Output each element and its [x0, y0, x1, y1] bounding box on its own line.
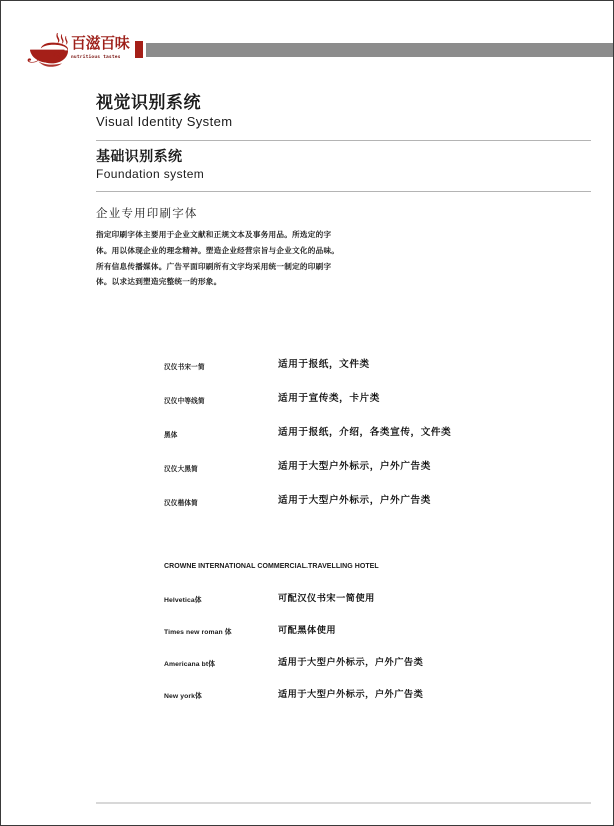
font-spec-row [164, 395, 594, 429]
chinese-font-spec-table [164, 361, 594, 531]
font-usage: 适用于宣传类，卡片类 [278, 393, 380, 404]
font-name: 汉仪大黑简 [164, 465, 198, 473]
font-name: Helvetica体 [164, 597, 202, 604]
font-name: 汉仪书宋一简 [164, 363, 205, 371]
body-line: 体。用以体现企业的理念精神。塑造企业经营宗旨与企业文化的品味。 [96, 245, 340, 255]
brand-logo [27, 29, 145, 75]
page-header [1, 1, 614, 87]
font-usage: 可配黑体使用 [278, 625, 337, 636]
page-title [96, 93, 591, 130]
font-spec-row [164, 463, 594, 497]
font-name: Americana bt体 [164, 661, 216, 668]
font-usage: 适用于报纸，文件类 [278, 359, 370, 370]
font-usage: 适用于大型户外标示，户外广告类 [278, 495, 431, 506]
font-usage: 适用于大型户外标示，户外广告类 [278, 461, 431, 472]
section-subtitle [96, 149, 591, 182]
font-spec-row [164, 497, 594, 531]
font-name: 汉仪楷体简 [164, 499, 198, 507]
font-name: Times new roman 体 [164, 629, 232, 636]
brand-name-en: nutritious tastes [71, 55, 121, 60]
font-spec-row [164, 659, 594, 691]
font-spec-row [164, 595, 594, 627]
font-spec-row [164, 429, 594, 463]
body-line: 指定印刷字体主要用于企业文献和正规文本及事务用品。所选定的字 [96, 230, 332, 239]
divider-bottom [96, 802, 591, 804]
font-usage: 适用于大型户外标示，户外广告类 [278, 657, 424, 668]
brand-name-cn: 百滋百味 [71, 34, 130, 52]
header-accent-square [135, 41, 143, 58]
page-title-en: Visual Identity System [96, 114, 233, 129]
header-gray-bar [146, 43, 614, 57]
body-paragraph [96, 227, 388, 290]
section-subtitle-en: Foundation system [96, 167, 205, 181]
font-spec-row [164, 361, 594, 395]
font-name: New york体 [164, 693, 202, 700]
section-subtitle-cn: 基础识别系统 [96, 149, 183, 165]
page-title-cn: 视觉识别系统 [96, 93, 201, 113]
body-line: 体。以求达到塑造完整统一的形象。 [96, 277, 222, 287]
font-name: 汉仪中等线简 [164, 397, 205, 405]
section-heading: 企业专用印刷字体 [96, 206, 198, 220]
font-spec-row [164, 627, 594, 659]
steaming-bowl-logo-icon [27, 31, 73, 75]
font-usage: 适用于大型户外标示，户外广告类 [278, 689, 424, 700]
brand-tagline: CROWNE INTERNATIONAL COMMERCIAL.TRAVELLING HOTEL [164, 563, 379, 570]
font-name: 黑体 [164, 431, 178, 439]
font-spec-row [164, 691, 594, 723]
divider-top [96, 140, 591, 141]
font-usage: 适用于报纸，介绍，各类宣传，文件类 [278, 427, 452, 438]
font-usage: 可配汉仪书宋一简使用 [278, 593, 375, 604]
latin-font-spec-table [164, 595, 594, 723]
divider-middle [96, 191, 591, 192]
body-line: 所有信息传播媒体。广告平面印刷所有文字均采用统一制定的印刷字 [96, 261, 332, 271]
